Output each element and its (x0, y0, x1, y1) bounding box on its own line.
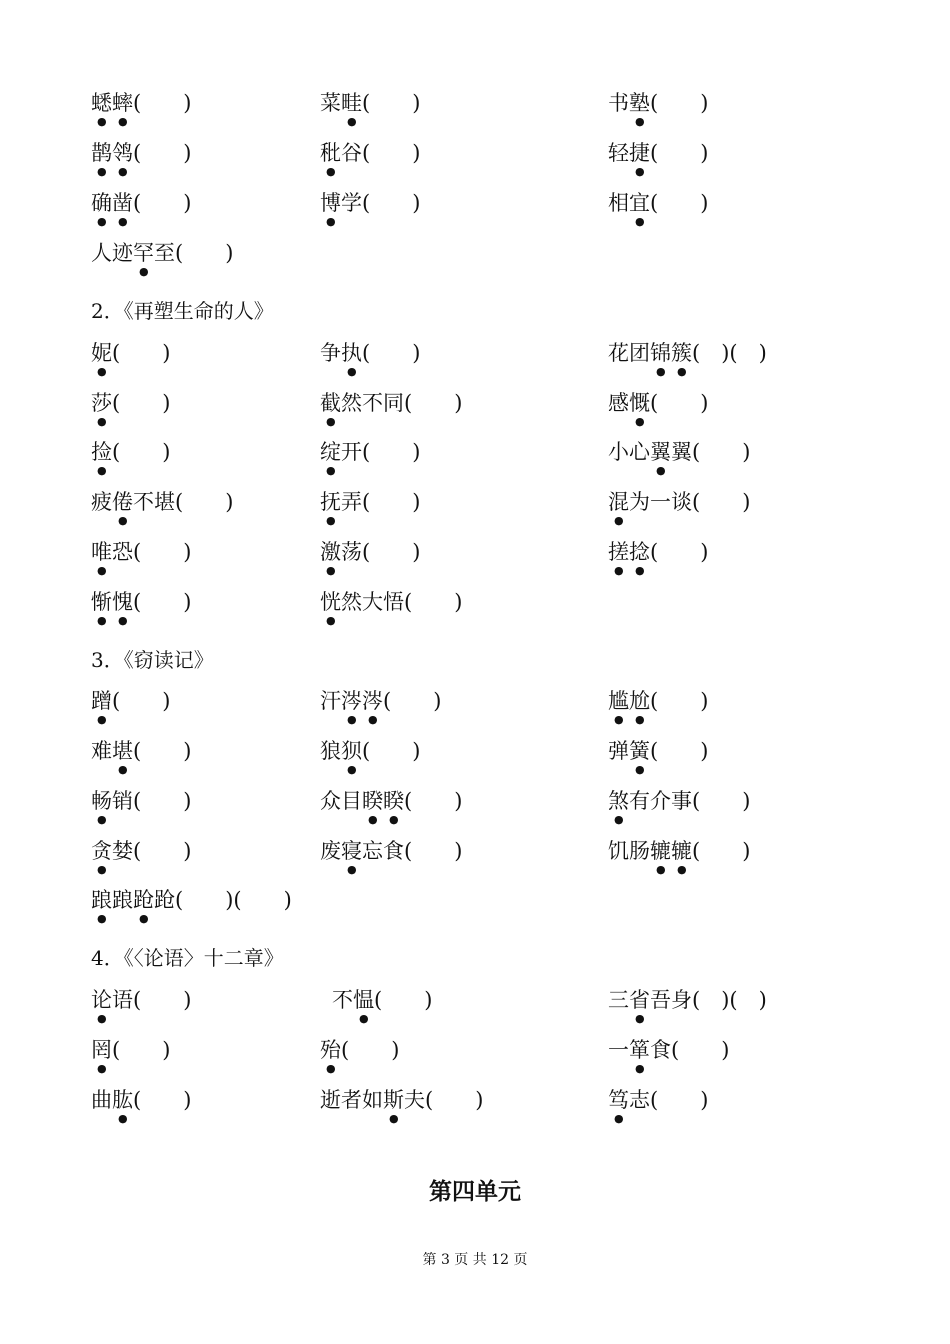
vocab-item: 疲倦不堪( ) (91, 490, 234, 514)
vocab-item: 捡( ) (91, 440, 171, 464)
vocab-item: 书塾( ) (608, 91, 709, 115)
vocab-item: 三省吾身( )( ) (608, 988, 767, 1012)
vocab-item: 殆( ) (320, 1038, 400, 1062)
vocab-item: 截然不同( ) (320, 391, 463, 415)
vocab-item: 逝者如斯夫( ) (320, 1088, 484, 1112)
vocab-row (0, 532, 950, 572)
page-footer: 第 3 页 共 12 页 (422, 1252, 528, 1268)
vocab-item: 论语( ) (91, 988, 192, 1012)
vocab-row (0, 781, 950, 821)
vocab-row (0, 233, 950, 273)
vocab-item: 争执( ) (320, 341, 421, 365)
vocab-item: 汗涔涔( ) (320, 689, 442, 713)
vocab-item: 轻捷( ) (608, 141, 709, 165)
vocab-row (0, 731, 950, 771)
vocab-row (0, 880, 950, 920)
vocab-row (0, 333, 950, 373)
vocab-item: 唯恐( ) (91, 540, 192, 564)
vocab-item: 混为一谈( ) (608, 490, 751, 514)
vocab-item: 花团锦簇( )( ) (608, 341, 767, 365)
vocab-item: 弹簧( ) (608, 739, 709, 763)
section-heading: 4．《〈论语〉十二章》 (91, 946, 284, 970)
vocab-item: 惭愧( ) (91, 590, 192, 614)
vocab-item: 曲肱( ) (91, 1088, 192, 1112)
vocab-item: 恍然大悟( ) (320, 590, 463, 614)
vocab-row (0, 183, 950, 223)
vocab-item: 小心翼翼( ) (608, 440, 751, 464)
vocab-item: 一箪食( ) (608, 1038, 730, 1062)
vocab-row (0, 980, 950, 1020)
vocab-row (0, 831, 950, 871)
vocab-item: 畅销( ) (91, 789, 192, 813)
vocab-item: 众目睽睽( ) (320, 789, 463, 813)
vocab-item: 废寝忘食( ) (320, 839, 463, 863)
vocab-row (0, 383, 950, 423)
vocab-row (0, 1030, 950, 1070)
vocab-item: 踉踉跄跄( )( ) (91, 888, 292, 912)
vocab-row (0, 83, 950, 123)
vocab-item: 相宜( ) (608, 191, 709, 215)
vocab-item: 笃志( ) (608, 1088, 709, 1112)
section-heading: 3．《窃读记》 (91, 648, 214, 672)
vocab-item: 狼狈( ) (320, 739, 421, 763)
vocab-item: 妮( ) (91, 341, 171, 365)
vocab-item: 感慨( ) (608, 391, 709, 415)
vocab-item: 蟋蟀( ) (91, 91, 192, 115)
unit-title: 第四单元 (429, 1179, 521, 1205)
vocab-row (0, 1080, 950, 1120)
vocab-item: 难堪( ) (91, 739, 192, 763)
vocab-item: 确凿( ) (91, 191, 192, 215)
vocab-item: 贪婪( ) (91, 839, 192, 863)
vocab-row (0, 432, 950, 472)
vocab-item: 抚弄( ) (320, 490, 421, 514)
vocab-item: 莎( ) (91, 391, 171, 415)
vocab-item: 罔( ) (91, 1038, 171, 1062)
vocab-row (0, 482, 950, 522)
vocab-item: 秕谷( ) (320, 141, 421, 165)
vocab-row (0, 582, 950, 622)
vocab-item: 菜畦( ) (320, 91, 421, 115)
vocab-row (0, 681, 950, 721)
vocab-item: 不愠( ) (332, 988, 433, 1012)
vocab-item: 博学( ) (320, 191, 421, 215)
vocab-item: 煞有介事( ) (608, 789, 751, 813)
vocab-item: 蹭( ) (91, 689, 171, 713)
vocab-item: 绽开( ) (320, 440, 421, 464)
vocab-item: 激荡( ) (320, 540, 421, 564)
vocab-row (0, 133, 950, 173)
section-heading: 2．《再塑生命的人》 (91, 299, 274, 323)
vocab-item: 人迹罕至( ) (91, 241, 234, 265)
vocab-item: 鹊鸰( ) (91, 141, 192, 165)
vocab-item: 搓捻( ) (608, 540, 709, 564)
vocab-item: 饥肠辘辘( ) (608, 839, 751, 863)
vocab-item: 尴尬( ) (608, 689, 709, 713)
